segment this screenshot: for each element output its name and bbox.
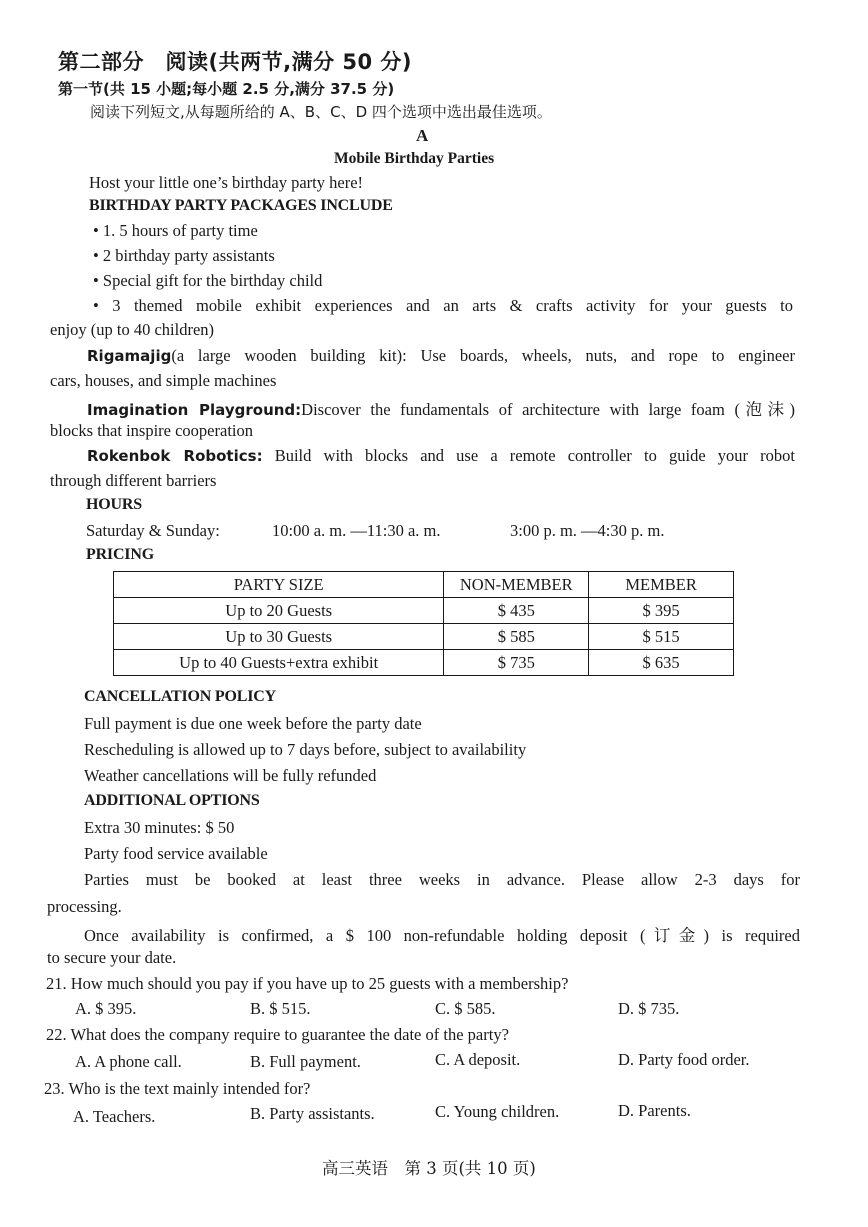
deposit-line-continued: to secure your date. <box>47 948 177 967</box>
column-header: PARTY SIZE <box>114 572 444 598</box>
passage-title: Mobile Birthday Parties <box>334 150 495 167</box>
exhibit-desc-continued: through different barriers <box>50 471 217 490</box>
hours-heading: HOURS <box>86 496 142 513</box>
bullet-item: • 1. 5 hours of party time <box>93 221 258 240</box>
option-line: Extra 30 minutes: $ 50 <box>84 818 235 837</box>
table-cell: $ 585 <box>444 624 589 650</box>
table-row <box>114 598 734 624</box>
booking-line: Parties must be booked at least three weeks in advance. Please allow 2-3 days for <box>84 870 800 889</box>
part-title: 第二部分 阅读(共两节,满分 50 分) <box>58 50 413 74</box>
instructions: 阅读下列短文,从每题所给的 A、B、C、D 四个选项中选出最佳选项。 <box>90 103 552 121</box>
pricing-heading: PRICING <box>86 546 154 563</box>
option-a[interactable]: A. $ 395. <box>75 999 137 1018</box>
booking-line-continued: processing. <box>47 897 122 916</box>
exhibit-name: Rigamajig <box>87 347 172 365</box>
policy-line: Rescheduling is allowed up to 7 days before, subject to availability <box>84 740 527 759</box>
page-footer: 高三英语 第 3 页(共 10 页) <box>322 1159 536 1178</box>
bullet-item: • 3 themed mobile exhibit experiences and an arts & crafts activity for your guests to <box>93 296 793 315</box>
option-c[interactable]: C. Young children. <box>435 1102 560 1121</box>
table-cell: $ 435 <box>444 598 589 624</box>
table-cell: Up to 20 Guests <box>114 598 444 624</box>
table-row <box>114 650 734 676</box>
passage-letter: A <box>416 126 429 145</box>
question-stem: 21. How much should you pay if you have up to 25 guests with a membership? <box>46 974 569 993</box>
option-d[interactable]: D. Party food order. <box>618 1050 750 1069</box>
table-row <box>114 624 734 650</box>
option-a[interactable]: A. A phone call. <box>75 1052 182 1071</box>
table-header-row <box>114 572 734 598</box>
packages-heading: BIRTHDAY PARTY PACKAGES INCLUDE <box>89 197 393 214</box>
table-cell: $ 395 <box>589 598 734 624</box>
column-header: MEMBER <box>589 572 734 598</box>
pricing-table <box>113 571 734 676</box>
exhibit-desc-continued: cars, houses, and simple machines <box>50 371 277 390</box>
passage-intro: Host your little one’s birthday party here! <box>89 173 364 192</box>
question-stem: 23. Who is the text mainly intended for? <box>44 1079 311 1098</box>
bullet-item: • Special gift for the birthday child <box>93 271 323 290</box>
option-d[interactable]: D. Parents. <box>618 1101 691 1120</box>
additional-heading: ADDITIONAL OPTIONS <box>84 792 260 809</box>
table-cell: $ 635 <box>589 650 734 676</box>
section-title: 第一节(共 15 小题;每小题 2.5 分,满分 37.5 分) <box>58 80 395 98</box>
hours-slot: 10:00 a. m. —11:30 a. m. <box>272 521 441 540</box>
table-cell: Up to 30 Guests <box>114 624 444 650</box>
table-cell: $ 515 <box>589 624 734 650</box>
exhibit-desc-continued: blocks that inspire cooperation <box>50 421 253 440</box>
hours-slot: 3:00 p. m. —4:30 p. m. <box>510 521 665 540</box>
column-header: NON-MEMBER <box>444 572 589 598</box>
bullet-item: • 2 birthday party assistants <box>93 246 275 265</box>
option-d[interactable]: D. $ 735. <box>618 999 680 1018</box>
option-b[interactable]: B. Full payment. <box>250 1052 361 1071</box>
exhibit-rigamajig <box>87 346 795 366</box>
hours-days: Saturday & Sunday: <box>86 521 220 540</box>
exhibit-name: Imagination Playground: <box>87 401 302 419</box>
option-b[interactable]: B. $ 515. <box>250 999 311 1018</box>
question-stem: 22. What does the company require to guarantee the date of the party? <box>46 1025 509 1044</box>
exhibit-desc: (a large wooden building kit): Use boards, wheels, nuts, and rope to engineer <box>171 346 795 365</box>
exhibit-imagination-playground <box>87 396 795 420</box>
option-line: Party food service available <box>84 844 268 863</box>
exhibit-desc: Build with blocks and use a remote controller to guide your robot <box>262 446 795 465</box>
exhibit-desc: Discover the fundamentals of architecture with large foam (泡沫) <box>301 400 796 419</box>
table-cell: $ 735 <box>444 650 589 676</box>
policy-line: Weather cancellations will be fully refunded <box>84 766 377 785</box>
option-c[interactable]: C. A deposit. <box>435 1050 521 1069</box>
deposit-line: Once availability is confirmed, a $ 100 non-refundable holding deposit (订金) is required <box>84 926 800 945</box>
cancellation-heading: CANCELLATION POLICY <box>84 688 276 705</box>
exhibit-rokenbok-robotics <box>87 446 795 466</box>
option-c[interactable]: C. $ 585. <box>435 999 496 1018</box>
table-cell: Up to 40 Guests+extra exhibit <box>114 650 444 676</box>
option-b[interactable]: B. Party assistants. <box>250 1104 375 1123</box>
policy-line: Full payment is due one week before the party date <box>84 714 422 733</box>
option-a[interactable]: A. Teachers. <box>73 1107 156 1126</box>
exhibit-name: Rokenbok Robotics: <box>87 447 263 465</box>
bullet-continuation: enjoy (up to 40 children) <box>50 320 215 339</box>
